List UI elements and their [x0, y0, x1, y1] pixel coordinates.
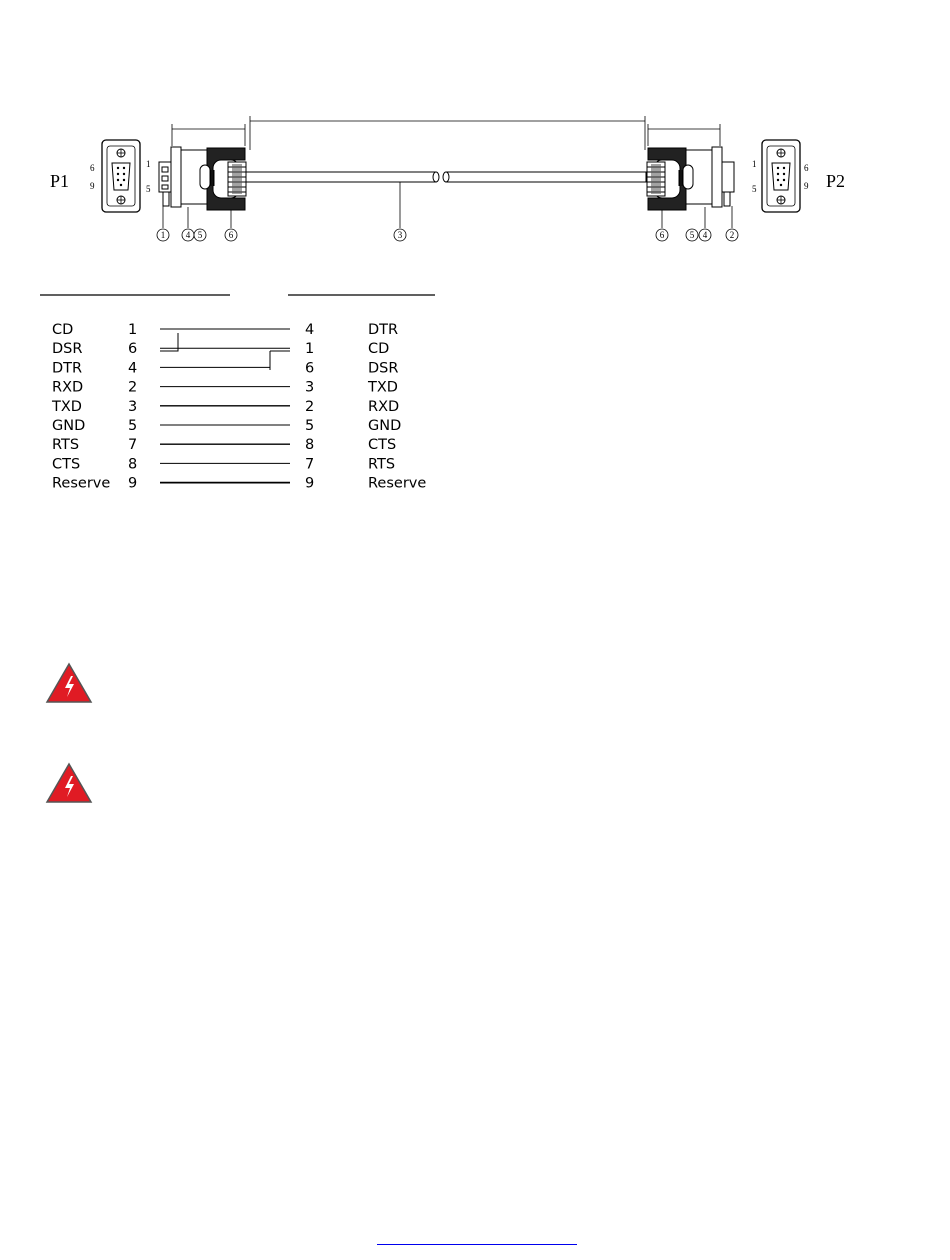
right-signal: RTS: [368, 456, 396, 473]
p2-label: P2: [826, 171, 846, 191]
p1-pin-1: 1: [146, 159, 151, 169]
right-pin: 1: [305, 341, 315, 358]
left-pin: 5: [128, 418, 138, 434]
left-signal: Reserve: [52, 475, 111, 492]
crossover-lines: [160, 333, 290, 370]
p2-pin-1: 1: [752, 159, 757, 169]
left-signal: GND: [52, 418, 86, 434]
right-pin: 5: [305, 418, 315, 434]
left-signal: DSR: [52, 341, 83, 358]
left-signal: RXD: [52, 379, 84, 396]
warning-triangle-icon: [45, 762, 93, 804]
right-signal: GND: [368, 418, 402, 434]
left-pin: 8: [128, 456, 138, 473]
p2-pin-9: 9: [804, 181, 809, 191]
right-signal: TXD: [368, 379, 398, 396]
right-signal: RXD: [368, 398, 400, 415]
p1-label: P1: [50, 171, 70, 191]
left-pin: 4: [128, 360, 138, 377]
right-signal: Reserve: [368, 475, 427, 492]
left-pin: 9: [128, 475, 138, 492]
p1-pin-9: 9: [90, 181, 95, 191]
left-pin: 3: [128, 398, 138, 415]
pinout-diagram: [0, 0, 950, 520]
p2-pin-5: 5: [752, 184, 757, 194]
right-pin: 3: [305, 379, 315, 396]
left-signal: DTR: [52, 360, 83, 377]
right-pin: 9: [305, 475, 315, 492]
callout-6: 6: [228, 230, 234, 240]
left-signal: CTS: [52, 456, 81, 473]
callout-2: 2: [729, 230, 735, 240]
left-signal: TXD: [52, 398, 82, 415]
callout-3: 3: [397, 230, 403, 240]
callout-4-right: 4: [702, 230, 708, 240]
callout-6-right: 6: [659, 230, 665, 240]
callout-5: 5: [197, 230, 203, 240]
left-signal: CD: [52, 322, 74, 338]
right-signal: DTR: [368, 322, 399, 338]
left-signal: RTS: [52, 437, 80, 454]
footer-link[interactable]: [377, 1244, 577, 1245]
right-pin: 7: [305, 456, 315, 473]
callout-1: 1: [160, 230, 166, 240]
callout-5-right: 5: [689, 230, 695, 240]
right-signal: DSR: [368, 360, 399, 377]
left-pin: 7: [128, 437, 138, 454]
callout-4: 4: [185, 230, 191, 240]
right-pin: 4: [305, 322, 315, 338]
left-pin: 6: [128, 341, 138, 358]
right-pin: 6: [305, 360, 315, 377]
left-pin: 2: [128, 379, 138, 396]
right-pin: 8: [305, 437, 315, 454]
right-signal: CD: [368, 341, 390, 358]
p2-pin-6: 6: [804, 163, 809, 173]
right-pin: 2: [305, 398, 315, 415]
p1-pin-6: 6: [90, 163, 95, 173]
left-pin: 1: [128, 322, 138, 338]
right-signal: CTS: [368, 437, 397, 454]
p1-pin-5: 5: [146, 184, 151, 194]
warning-triangle-icon: [45, 662, 93, 704]
